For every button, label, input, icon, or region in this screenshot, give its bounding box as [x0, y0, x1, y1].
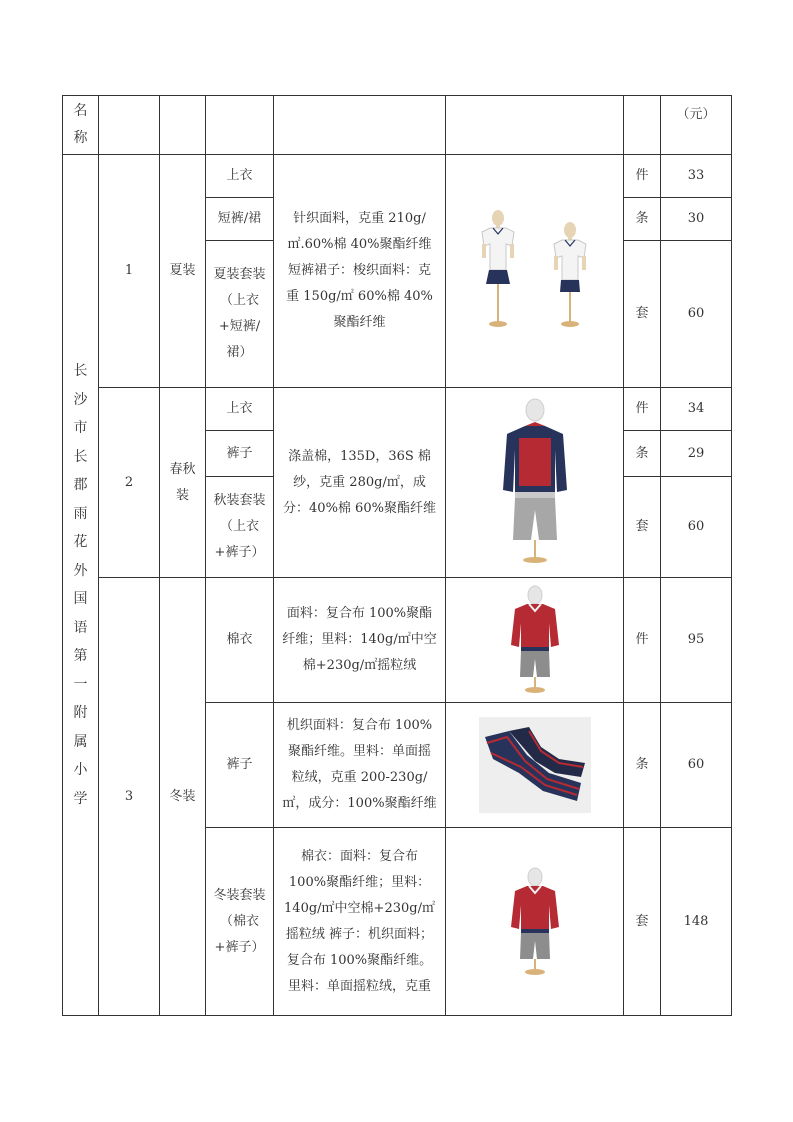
- spring-autumn-uniform-mannequin-icon: [485, 398, 585, 568]
- material-text: 短裤裙子：梭织面料：克重 150g/㎡ 60%棉 40%聚酯纤维: [286, 263, 433, 330]
- material-text: 涤盖棉，135D，36S 棉纱，克重 280g/㎡，成分：40%棉 60%聚酯纤维: [283, 448, 436, 516]
- school-char: 语: [73, 619, 88, 636]
- price-cell: 60: [661, 241, 732, 388]
- season-cell: 夏装: [160, 155, 206, 388]
- price-cell: 148: [661, 828, 732, 1016]
- season-cell: 冬装: [160, 578, 206, 1016]
- unit-cell: 条: [624, 198, 661, 241]
- school-char: 花: [73, 534, 88, 550]
- material-cell: [274, 388, 446, 578]
- material-cell: 机织面料：复合布 100%聚酯纤维。里料：单面摇粒绒，克重 200-230g/㎡，成分：100%聚酯纤维: [274, 703, 446, 828]
- header-name-cell: [63, 96, 99, 155]
- table-row: [63, 388, 732, 431]
- school-char: 长: [73, 448, 88, 465]
- unit-cell: 条: [624, 703, 661, 828]
- unit-cell: 套: [624, 477, 661, 578]
- winter-pants-image: [446, 703, 624, 828]
- summer-uniform-image: [446, 155, 624, 388]
- header-name-char: 称: [73, 130, 88, 146]
- school-char: 附: [73, 705, 88, 721]
- summer-uniform-mannequins-icon: [460, 208, 610, 334]
- school-name-cell: [63, 155, 99, 1016]
- price-cell: 29: [661, 431, 732, 477]
- school-char: 郡: [73, 477, 88, 493]
- header-empty-cell: [206, 96, 274, 155]
- item-name-cell: 裤子: [206, 431, 274, 477]
- school-char: 第: [73, 648, 88, 664]
- uniform-price-table-container: [62, 95, 732, 1016]
- season-cell: 春秋装: [160, 388, 206, 578]
- winter-pants-photo-icon: [479, 717, 591, 813]
- item-name-cell: 短裤/裙: [206, 198, 274, 241]
- price-cell: 60: [661, 477, 732, 578]
- price-cell: 60: [661, 703, 732, 828]
- header-empty-cell: [99, 96, 160, 155]
- item-name-cell: 秋装套装（上衣+裤子）: [206, 477, 274, 578]
- item-name-cell: 上衣: [206, 155, 274, 198]
- school-char: 小: [73, 762, 88, 778]
- unit-cell: 套: [624, 241, 661, 388]
- item-name-cell: 夏装套装（上衣+短裤/裙）: [206, 241, 274, 388]
- header-row: [63, 96, 732, 155]
- group-number-cell: 2: [99, 388, 160, 578]
- header-empty-cell: [274, 96, 446, 155]
- winter-jacket-mannequin-icon: [495, 585, 575, 695]
- material-cell: 面料：复合布 100%聚酯纤维；里料：140g/㎡中空棉+230g/㎡摇粒绒: [274, 578, 446, 703]
- unit-cell: 套: [624, 828, 661, 1016]
- unit-cell: 件: [624, 388, 661, 431]
- school-char: 长: [73, 363, 88, 379]
- school-char: 国: [73, 591, 88, 607]
- unit-cell: 件: [624, 578, 661, 703]
- school-char: 属: [73, 733, 88, 750]
- table-row: [63, 578, 732, 703]
- unit-cell: 件: [624, 155, 661, 198]
- spring-autumn-uniform-image: [446, 388, 624, 578]
- header-name-char: 名: [73, 103, 88, 119]
- item-name-cell: 上衣: [206, 388, 274, 431]
- price-cell: 33: [661, 155, 732, 198]
- material-cell: [274, 155, 446, 388]
- uniform-price-table: [62, 95, 732, 1016]
- school-char: 雨: [73, 505, 88, 522]
- school-char: 市: [73, 420, 88, 436]
- unit-cell: 条: [624, 431, 661, 477]
- header-empty-cell: [624, 96, 661, 155]
- material-cell: 棉衣：面料：复合布 100%聚酯纤维；里料：140g/㎡中空棉+230g/㎡摇粒绒 裤子：机织面料；复合布 100%聚酯纤维。里料：单面摇粒绒，克重: [274, 828, 446, 1016]
- price-cell: 95: [661, 578, 732, 703]
- school-char: 学: [73, 790, 88, 807]
- winter-jacket-image: [446, 578, 624, 703]
- winter-set-image: [446, 828, 624, 1016]
- header-unit-label: （元）: [676, 107, 716, 122]
- item-name-cell: 棉衣: [206, 578, 274, 703]
- group-number-cell: 1: [99, 155, 160, 388]
- item-name-cell: 裤子: [206, 703, 274, 828]
- school-char: 外: [73, 562, 88, 579]
- group-number-cell: 3: [99, 578, 160, 1016]
- header-unit-cell: [661, 96, 732, 155]
- table-row: [63, 155, 732, 198]
- school-char: 沙: [73, 391, 88, 408]
- item-name-cell: 冬装套装（棉衣+裤子）: [206, 828, 274, 1016]
- winter-set-mannequin-icon: [495, 867, 575, 977]
- price-cell: 30: [661, 198, 732, 241]
- price-cell: 34: [661, 388, 732, 431]
- header-empty-cell: [446, 96, 624, 155]
- material-text: 针织面料，克重 210g/㎡.60%棉 40%聚酯纤维: [287, 211, 432, 252]
- header-empty-cell: [160, 96, 206, 155]
- school-char: 一: [73, 676, 88, 693]
